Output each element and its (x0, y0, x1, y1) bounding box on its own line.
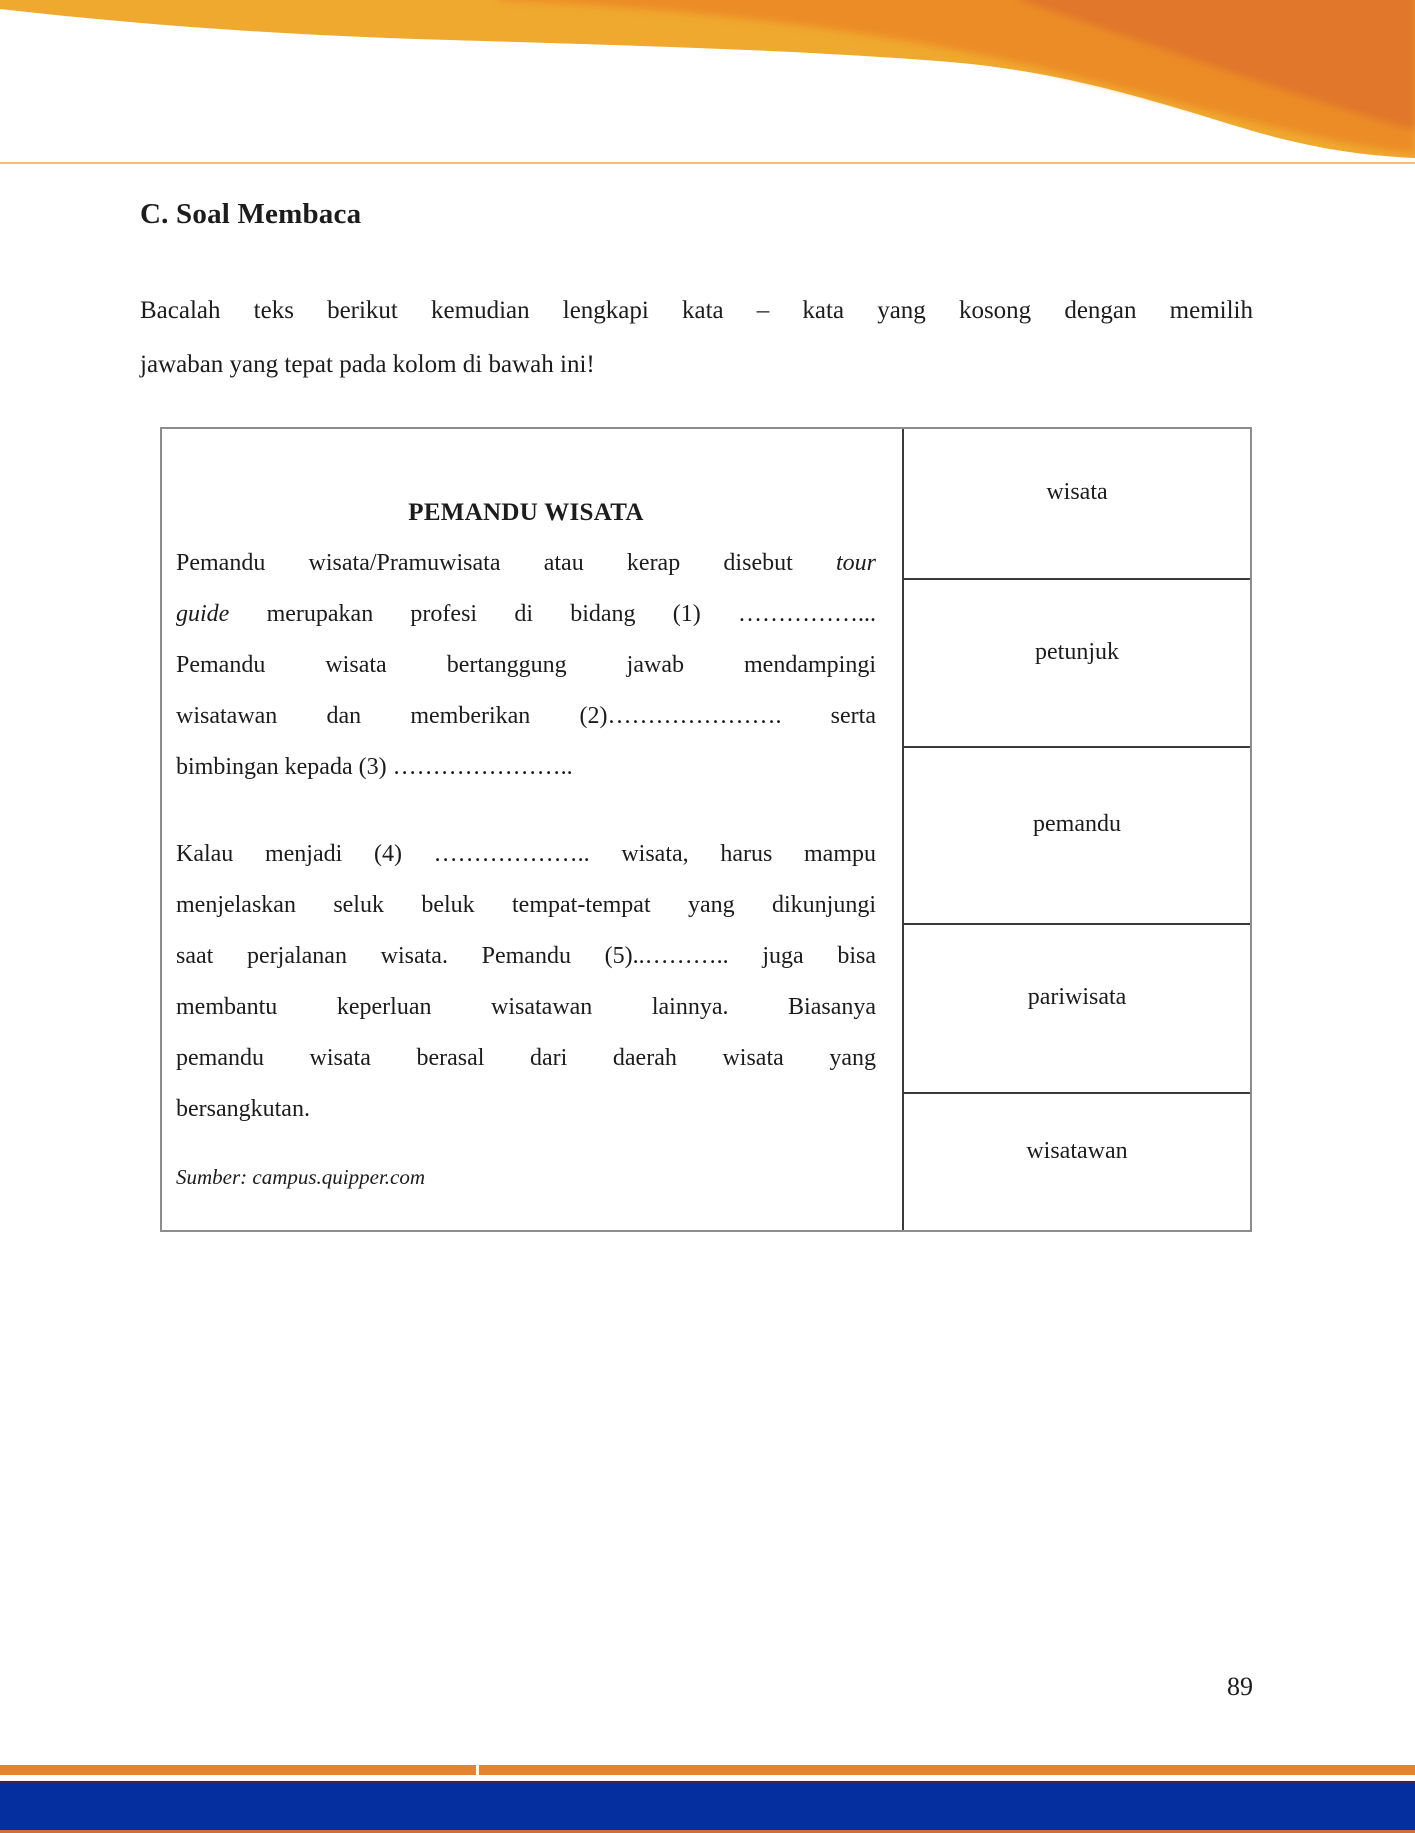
answer-options-column (904, 429, 1250, 1230)
passage-source: Sumber: campus.quipper.com (176, 1165, 426, 1189)
passage-line (176, 538, 876, 589)
instruction-line-2: jawaban yang tepat pada kolom di bawah ini! (140, 351, 595, 378)
passage-line: pemandu wisata berasal dari daerah wisata yang (176, 1045, 876, 1071)
answer-option-petunjuk: petunjuk (904, 580, 1250, 748)
passage-line: menjelaskan seluk beluk tempat-tempat yang dikunjungi (176, 892, 876, 918)
instruction-paragraph (140, 284, 1253, 392)
passage-text: merupakan profesi di bidang (1) ……………... (266, 601, 877, 627)
passage-text: Pemandu wisata/Pramuwisata atau kerap disebut (176, 550, 793, 576)
footer-orange-bar-notch (476, 1765, 479, 1775)
answer-option-pariwisata: pariwisata (904, 925, 1250, 1094)
passage-paragraph-1 (176, 538, 876, 793)
section-title: C. Soal Membaca (140, 198, 362, 230)
passage-italic-text: guide (176, 601, 230, 627)
passage-line: saat perjalanan wisata. Pemandu (5)..……….. juga bisa (176, 943, 876, 969)
passage-heading: PEMANDU WISATA (408, 499, 644, 526)
answer-option-wisatawan: wisatawan (1026, 1137, 1128, 1164)
footer-blue-bar (0, 1784, 1415, 1830)
instruction-line-1: Bacalah teks berikut kemudian lengkapi kata – kata yang kosong dengan memilih (140, 297, 1253, 324)
passage-italic-text: tour (836, 550, 877, 576)
passage-line: membantu keperluan wisatawan lainnya. Biasanya (176, 994, 876, 1020)
passage-line: bersangkutan. (176, 1096, 310, 1122)
passage-line: Pemandu wisata bertanggung jawab mendampingi (176, 652, 876, 678)
passage-line: bimbingan kepada (3) ………………….. (176, 754, 573, 780)
passage-body (176, 538, 876, 1197)
passage-paragraph-2 (176, 829, 876, 1135)
footer-orange-bar (0, 1765, 1415, 1775)
passage-line: Kalau menjadi (4) ……………….. wisata, harus mampu (176, 841, 876, 867)
passage-line (176, 589, 876, 640)
passage-line: wisatawan dan memberikan (2)…………………. serta (176, 703, 876, 729)
page-number: 89 (1227, 1672, 1253, 1701)
passage-cell (162, 429, 904, 1230)
reading-question-table (160, 427, 1252, 1232)
answer-option-pemandu: pemandu (904, 748, 1250, 925)
answer-option-wisata: wisata (904, 429, 1250, 580)
header-wave-graphic (0, 0, 1415, 166)
header-rule (0, 162, 1415, 164)
